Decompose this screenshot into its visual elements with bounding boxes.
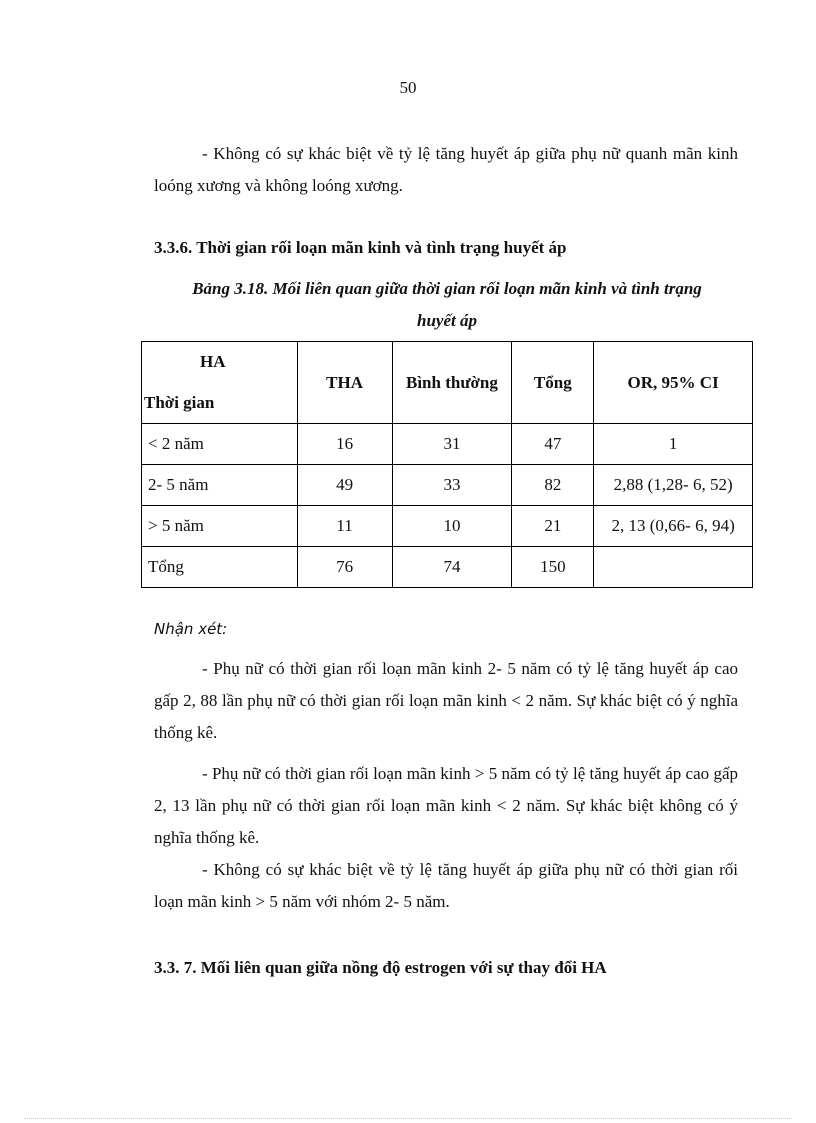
remark-paragraph (154, 653, 738, 749)
header-tha: THA (297, 342, 392, 424)
cell-normal: 10 (392, 506, 512, 547)
table-row (142, 465, 753, 506)
data-table (141, 341, 753, 588)
cell-or: 2,88 (1,28- 6, 52) (594, 465, 753, 506)
cell-tha: 16 (297, 424, 392, 465)
cell-total: 150 (512, 547, 594, 588)
section-heading: 3.3.6. Thời gian rối loạn mãn kinh và tình trạng huyết áp (154, 238, 567, 257)
row-label: > 5 năm (142, 506, 298, 547)
cell-tha: 76 (297, 547, 392, 588)
page-number: 50 (399, 78, 417, 97)
remark-paragraph (154, 758, 738, 854)
remark-text: - Không có sự khác biệt về tỷ lệ tăng huyết áp giữa phụ nữ có thời gian rối loạn mãn kinh > 5 năm với nhóm 2- 5 năm. (154, 860, 738, 911)
cell-normal: 33 (392, 465, 512, 506)
table-row (142, 506, 753, 547)
cell-normal: 74 (392, 547, 512, 588)
corner-bottom-label: Thời gian (144, 393, 215, 412)
remarks-label: Nhận xét: (154, 620, 228, 638)
cell-tha: 11 (297, 506, 392, 547)
header-normal: Bình thường (392, 342, 512, 424)
table-row-total (142, 547, 753, 588)
cell-tha: 49 (297, 465, 392, 506)
table-corner-cell (142, 342, 298, 424)
row-label: < 2 năm (142, 424, 298, 465)
row-label: 2- 5 năm (142, 465, 298, 506)
header-total: Tổng (512, 342, 594, 424)
cell-total: 47 (512, 424, 594, 465)
remark-text: - Phụ nữ có thời gian rối loạn mãn kinh > 5 năm có tỷ lệ tăng huyết áp cao gấp 2, 13 lần phụ nữ có thời gian rối loạn mãn kinh < 2 năm. Sự khác biệt không có ý nghĩa thống kê. (154, 764, 738, 847)
cell-total: 82 (512, 465, 594, 506)
table-caption (140, 273, 754, 337)
header-or: OR, 95% CI (594, 342, 753, 424)
next-section-heading: 3.3. 7. Mối liên quan giữa nồng độ estrogen với sự thay đổi HA (154, 958, 607, 977)
cell-or: 1 (594, 424, 753, 465)
intro-paragraph (154, 138, 738, 202)
table-caption-line1: Bảng 3.18. Mối liên quan giữa thời gian rối loạn mãn kinh và tình trạng (192, 279, 702, 298)
page-bottom-rule (24, 1118, 792, 1119)
cell-normal: 31 (392, 424, 512, 465)
row-label: Tổng (142, 547, 298, 588)
cell-or: 2, 13 (0,66- 6, 94) (594, 506, 753, 547)
intro-paragraph-text: - Không có sự khác biệt về tỷ lệ tăng huyết áp giữa phụ nữ quanh mãn kinh loóng xương và không loóng xương. (154, 144, 738, 195)
corner-top-label: HA (200, 352, 226, 371)
table-caption-line2: huyết áp (417, 311, 477, 330)
cell-total: 21 (512, 506, 594, 547)
cell-or (594, 547, 753, 588)
table-header-row (142, 342, 753, 424)
remark-paragraph (154, 854, 738, 918)
table-row (142, 424, 753, 465)
remark-text: - Phụ nữ có thời gian rối loạn mãn kinh 2- 5 năm có tỷ lệ tăng huyết áp cao gấp 2, 88 lần phụ nữ có thời gian rối loạn mãn kinh < 2 năm. Sự khác biệt có ý nghĩa thống kê. (154, 659, 738, 742)
